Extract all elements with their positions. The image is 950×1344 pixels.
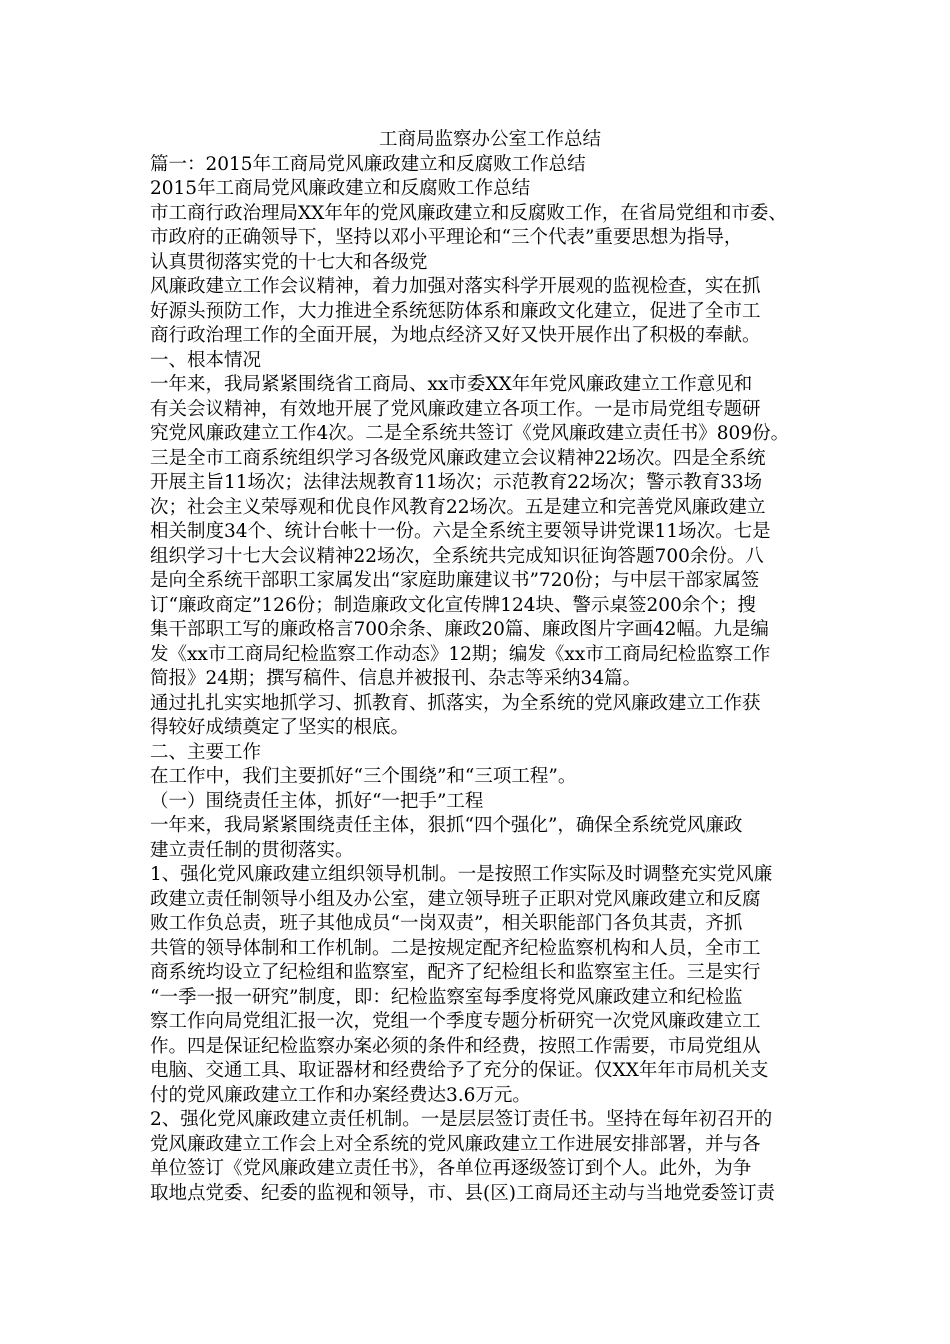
text-line: 得较好成绩奠定了坚实的根底。 — [150, 717, 410, 738]
text-line: 是向全系统干部职工家属发出“家庭助廉建议书”720份；与中层干部家属签 — [150, 570, 760, 591]
document-body — [150, 128, 830, 1206]
text-line: “一季一报一研究”制度，即：纪检监察室每季度将党风廉政建立和纪检监 — [150, 986, 743, 1008]
text-line: 市政府的正确领导下，坚持以邓小平理论和“三个代表”重要思想为指导， — [150, 227, 743, 248]
text-line: 发《xx市工商局纪检监察工作动态》12期；编发《xx市工商局纪检监察工作 — [150, 643, 771, 665]
text-line: 市工商行政治理局XX年年的党风廉政建立和反腐败工作，在省局党组和市委、 — [150, 202, 787, 224]
text-line: 2、强化党风廉政建立责任机制。一是层层签订责任书。坚持在每年初召开的 — [150, 1109, 773, 1130]
text-line: 1、强化党风廉政建立组织领导机制。一是按照工作实际及时调整充实党风廉 — [150, 864, 773, 885]
text-line: 好源头预防工作，大力推进全系统惩防体系和廉政文化建立，促进了全市工 — [150, 300, 761, 322]
text-line: 次；社会主义荣辱观和优良作风教育22场次。五是建立和完善党风廉政建立 — [150, 496, 766, 518]
text-line: 相关制度34个、统计台帐十一份。六是全系统主要领导讲党课11场次。七是 — [150, 521, 771, 542]
text-line: 共管的领导体制和工作机制。二是按规定配齐纪检监察机构和人员，全市工 — [150, 937, 761, 959]
document-text — [150, 153, 830, 1207]
text-line: 简报》24期；撰写稿件、信息并被报刊、杂志等采纳34篇。 — [150, 668, 642, 689]
text-line: 集干部职工写的廉政格言700余条、廉政20篇、廉政图片字画42幅。九是编 — [150, 619, 769, 640]
text-line: 订“廉政商定”126份；制造廉政文化宣传牌124块、警示桌签200余个；搜 — [150, 594, 756, 616]
text-line: 组织学习十七大会议精神22场次，全系统共完成知识征询答题700余份。八 — [150, 545, 764, 567]
text-line: 一、根本情况 — [150, 349, 262, 371]
text-line: 篇一：2015年工商局党风廉政建立和反腐败工作总结 — [150, 153, 586, 175]
text-line: 一年来，我局紧紧围绕责任主体，狠抓“四个强化”，确保全系统党风廉政 — [150, 815, 743, 836]
text-line: 作。四是保证纪检监察办案必须的条件和经费，按照工作需要，市局党组从 — [150, 1035, 761, 1057]
text-line: 政建立责任制领导小组及办公室，建立领导班子正职对党风廉政建立和反腐 — [150, 888, 761, 910]
text-line: 认真贯彻落实党的十七大和各级党 — [150, 251, 428, 273]
text-line: 党风廉政建立工作会上对全系统的党风廉政建立工作进展安排部署，并与各 — [150, 1133, 761, 1155]
text-line: 建立责任制的贯彻落实。 — [150, 839, 354, 861]
text-line: 通过扎扎实实地抓学习、抓教育、抓落实，为全系统的党风廉政建立工作获 — [150, 692, 761, 714]
text-line: 一年来，我局紧紧围绕省工商局、xx市委XX年年党风廉政建立工作意见和 — [150, 374, 753, 395]
text-line: 2015年工商局党风廉政建立和反腐败工作总结 — [150, 178, 531, 199]
text-line: 有关会议精神，有效地开展了党风廉政建立各项工作。一是市局党组专题研 — [150, 398, 761, 420]
text-line: 在工作中，我们主要抓好“三个围绕”和“三项工程”。 — [150, 766, 577, 787]
text-line: 败工作负总责，班子其他成员“一岗双责”，相关职能部门各负其责，齐抓 — [150, 913, 743, 934]
document-title: 工商局监察办公室工作总结 — [378, 129, 601, 150]
text-line: 二、主要工作 — [150, 741, 262, 763]
text-line: 开展主旨11场次；法律法规教育11场次；示范教育22场次；警示教育33场 — [150, 472, 763, 493]
text-line: 察工作向局党组汇报一次，党组一个季度专题分析研究一次党风廉政建立工 — [150, 1011, 761, 1032]
text-line: 风廉政建立工作会议精神，着力加强对落实科学开展观的监视检查，实在抓 — [150, 276, 761, 297]
text-line: 商系统均设立了纪检组和监察室，配齐了纪检组长和监察室主任。三是实行 — [150, 962, 761, 983]
text-line: 究党风廉政建立工作4次。二是全系统共签订《党风廉政建立责任书》809份。 — [150, 423, 790, 444]
text-line: 电脑、交通工具、取证器材和经费给予了充分的保证。仅XX年年市局机关支 — [150, 1060, 769, 1081]
text-line: （一）围绕责任主体，抓好“一把手”工程 — [150, 790, 484, 812]
text-line: 单位签订《党风廉政建立责任书》，各单位再逐级签订到个人。此外，为争 — [150, 1158, 752, 1179]
text-line: 取地点党委、纪委的监视和领导，市、县(区)工商局还主动与当地党委签订责 — [150, 1182, 775, 1204]
text-line: 付的党风廉政建立工作和办案经费达3.6万元。 — [150, 1084, 531, 1106]
text-line: 商行政治理工作的全面开展，为地点经济又好又快开展作出了积极的奉献。 — [150, 325, 761, 346]
text-line: 三是全市工商系统组织学习各级党风廉政建立会议精神22场次。四是全系统 — [150, 447, 766, 469]
